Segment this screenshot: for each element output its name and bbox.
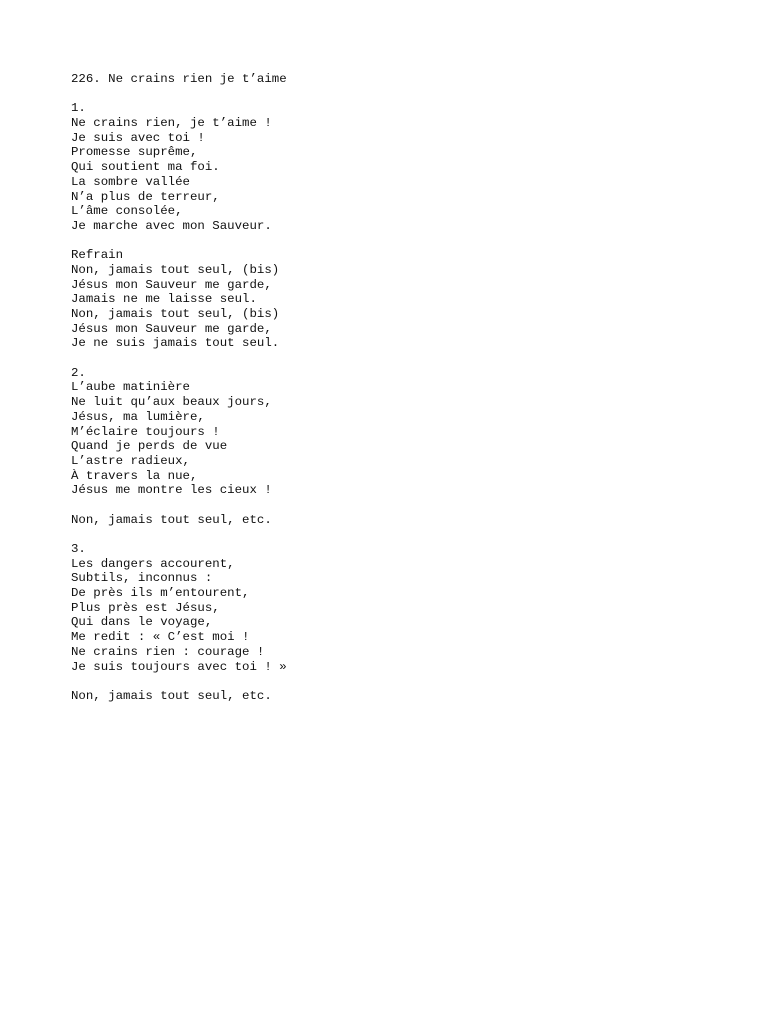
lyric-line: Je suis toujours avec toi ! »	[71, 659, 287, 674]
blank-line	[71, 87, 731, 102]
song-title: 226. Ne crains rien je t’aime	[71, 72, 287, 86]
lyric-line: Ne crains rien : courage !	[71, 644, 265, 659]
lyric-line: Je ne suis jamais tout seul.	[71, 336, 280, 351]
lyric-line: Ne crains rien, je t’aime !	[71, 116, 272, 131]
lyric-line: Qui soutient ma foi.	[71, 160, 220, 175]
lyric-line: Plus près est Jésus,	[71, 600, 220, 615]
lyric-line: Les dangers accourent,	[71, 556, 235, 571]
lyric-line: Ne luit qu’aux beaux jours,	[71, 395, 272, 410]
lyric-line: Je marche avec mon Sauveur.	[71, 218, 272, 233]
lyric-line: Promesse suprême,	[71, 145, 198, 160]
lyric-line: Non, jamais tout seul, (bis)	[71, 262, 280, 277]
lyric-line: À travers la nue,	[71, 468, 198, 483]
stanza-3	[71, 366, 731, 498]
lyric-line: Non, jamais tout seul, etc.	[71, 688, 272, 703]
stanza-label: Refrain	[71, 248, 124, 263]
lyric-line: Non, jamais tout seul, etc.	[71, 512, 272, 527]
stanza-6	[71, 689, 731, 704]
lyric-line: Jésus, ma lumière,	[71, 409, 205, 424]
lyric-line: L’aube matinière	[71, 380, 190, 395]
blank-line	[71, 351, 731, 366]
stanza-2	[71, 248, 731, 351]
lyric-line: Qui dans le voyage,	[71, 615, 213, 630]
blank-line	[71, 527, 731, 542]
document-page	[71, 72, 731, 704]
lyric-line: Subtils, inconnus :	[71, 571, 213, 586]
lyric-line: La sombre vallée	[71, 174, 190, 189]
stanza-5	[71, 542, 731, 674]
stanza-1	[71, 101, 731, 233]
blank-line	[71, 498, 731, 513]
lyric-line: N’a plus de terreur,	[71, 189, 220, 204]
blank-line	[71, 674, 731, 689]
lyric-line: Je suis avec toi !	[71, 130, 205, 145]
lyric-line: Non, jamais tout seul, (bis)	[71, 307, 280, 321]
lyric-line: L’âme consolée,	[71, 204, 183, 219]
stanza-label: 3.	[71, 542, 86, 556]
stanza-label: 2.	[71, 365, 86, 380]
stanza-4	[71, 513, 731, 528]
stanza-label: 1.	[71, 101, 86, 116]
lyric-line: Quand je perds de vue	[71, 439, 228, 454]
lyric-line: Jamais ne me laisse seul.	[71, 292, 257, 307]
lyric-line: Jésus me montre les cieux !	[71, 483, 272, 498]
lyric-line: Jésus mon Sauveur me garde,	[71, 277, 272, 292]
blank-line	[71, 234, 731, 249]
lyric-line: Me redit : « C’est moi !	[71, 630, 250, 645]
lyric-line: Jésus mon Sauveur me garde,	[71, 321, 272, 336]
song-body	[71, 101, 731, 703]
lyric-line: De près ils m’entourent,	[71, 586, 250, 601]
lyric-line: L’astre radieux,	[71, 453, 190, 468]
lyric-line: M’éclaire toujours !	[71, 424, 220, 439]
